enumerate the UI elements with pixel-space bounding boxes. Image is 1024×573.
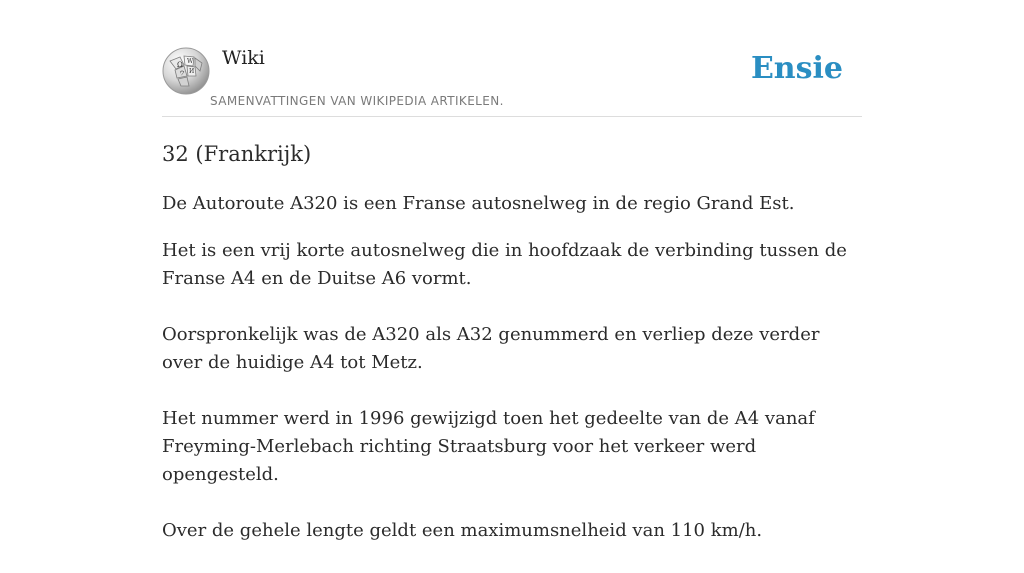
- article-paragraph: Het nummer werd in 1996 gewijzigd toen het gedeelte van de A4 vanaf Freyming-Merlebach richting Straatsburg voor het verkeer werd opengesteld.: [162, 408, 815, 485]
- svg-text:И: И: [189, 68, 195, 75]
- article-paragraph: Oorspronkelijk was de A320 als A32 genummerd en verliep deze verder over de huidige A4 tot Metz.: [162, 324, 820, 373]
- brand-logo-text[interactable]: Ensie: [750, 51, 843, 86]
- wikipedia-globe-icon[interactable]: [162, 47, 210, 95]
- article-content: [162, 140, 862, 573]
- site-name[interactable]: Wiki: [222, 47, 265, 69]
- svg-text:W: W: [187, 58, 194, 65]
- article-paragraph: Over de gehele lengte geldt een maximumsnelheid van 110 km/h.: [162, 520, 763, 541]
- svg-text:ウ: ウ: [179, 70, 186, 77]
- page-container: [162, 0, 862, 541]
- article-title: 32 (Frankrijk): [162, 142, 312, 166]
- article-paragraph: Het is een vrij korte autosnelweg die in hoofdzaak de verbinding tussen de Franse A4 en de Duitse A6 vormt.: [162, 240, 847, 289]
- site-tagline: SAMENVATTINGEN VAN WIKIPEDIA ARTIKELEN.: [210, 94, 504, 108]
- site-header: [162, 0, 862, 117]
- svg-text:Ω: Ω: [177, 61, 183, 69]
- article-paragraph: De Autoroute A320 is een Franse autosnelweg in de regio Grand Est.: [162, 193, 795, 214]
